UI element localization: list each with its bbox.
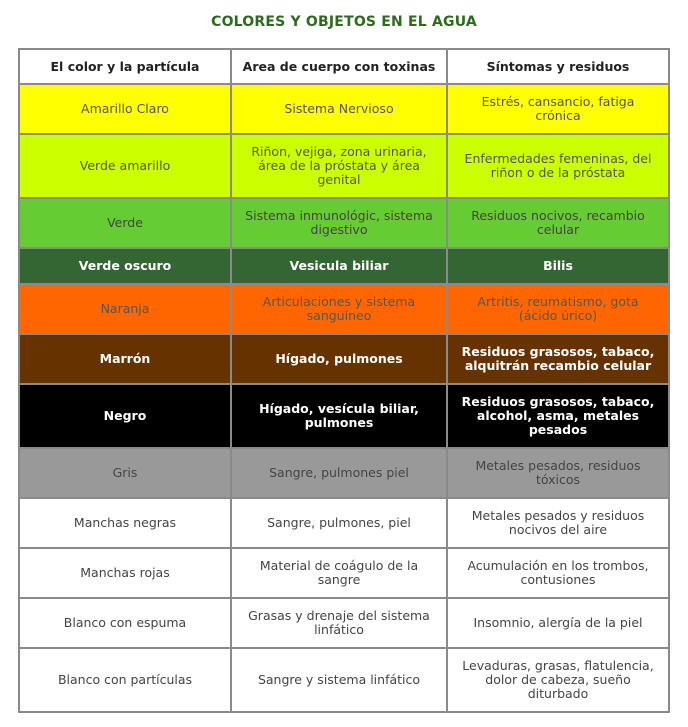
table-row [19,384,669,448]
cell-color: Blanco con partículas [19,648,231,712]
cell-symptoms: Bilis [447,248,669,284]
cell-symptoms: Estrés, cansancio, fatiga crónica [447,84,669,134]
header-body-area: Area de cuerpo con toxinas [231,49,447,84]
cell-symptoms: Levaduras, grasas, flatulencia, dolor de cabeza, sueño diturbado [447,648,669,712]
cell-color: Amarillo Claro [19,84,231,134]
table-row [19,448,669,498]
table-row [19,198,669,248]
table-row [19,598,669,648]
table-row [19,334,669,384]
cell-body-area: Material de coágulo de la sangre [231,548,447,598]
cell-symptoms: Metales pesados y residuos nocivos del aire [447,498,669,548]
cell-body-area: Riñon, vejiga, zona urinaria, área de la próstata y área genital [231,134,447,198]
cell-symptoms: Residuos nocivos, recambio celular [447,198,669,248]
cell-symptoms: Acumulación en los trombos, contusiones [447,548,669,598]
cell-body-area: Sangre, pulmones piel [231,448,447,498]
header-color-particle: El color y la partícula [19,49,231,84]
cell-color: Naranja [19,284,231,334]
table-row [19,284,669,334]
cell-body-area: Sangre, pulmones, piel [231,498,447,548]
cell-symptoms: Residuos grasosos, tabaco, alcohol, asma, metales pesados [447,384,669,448]
cell-symptoms: Insomnio, alergía de la piel [447,598,669,648]
cell-color: Verde [19,198,231,248]
cell-symptoms: Artritis, reumatismo, gota (ácido úrico) [447,284,669,334]
cell-color: Manchas negras [19,498,231,548]
table-row [19,134,669,198]
cell-body-area: Sistema inmunológic, sistema digestivo [231,198,447,248]
cell-body-area: Articulaciones y sistema sanguíneo [231,284,447,334]
cell-color: Marrón [19,334,231,384]
cell-symptoms: Metales pesados, residuos tóxicos [447,448,669,498]
header-symptoms: Síntomas y residuos [447,49,669,84]
cell-body-area: Vesicula biliar [231,248,447,284]
table-header-row [19,49,669,84]
cell-color: Negro [19,384,231,448]
cell-color: Verde amarillo [19,134,231,198]
cell-body-area: Grasas y drenaje del sistema linfático [231,598,447,648]
cell-color: Gris [19,448,231,498]
table-row [19,648,669,712]
table-row [19,248,669,284]
table-row [19,84,669,134]
table-row [19,548,669,598]
table-row [19,498,669,548]
cell-body-area: Sangre y sistema linfático [231,648,447,712]
cell-body-area: Hígado, pulmones [231,334,447,384]
page-title: COLORES Y OBJETOS EN EL AGUA [211,14,477,30]
cell-body-area: Sistema Nervioso [231,84,447,134]
cell-symptoms: Residuos grasosos, tabaco, alquitrán recambio celular [447,334,669,384]
colors-table [18,48,670,713]
cell-symptoms: Enfermedades femeninas, del riñon o de la próstata [447,134,669,198]
cell-body-area: Hígado, vesícula biliar, pulmones [231,384,447,448]
cell-color: Manchas rojas [19,548,231,598]
cell-color: Verde oscuro [19,248,231,284]
cell-color: Blanco con espuma [19,598,231,648]
